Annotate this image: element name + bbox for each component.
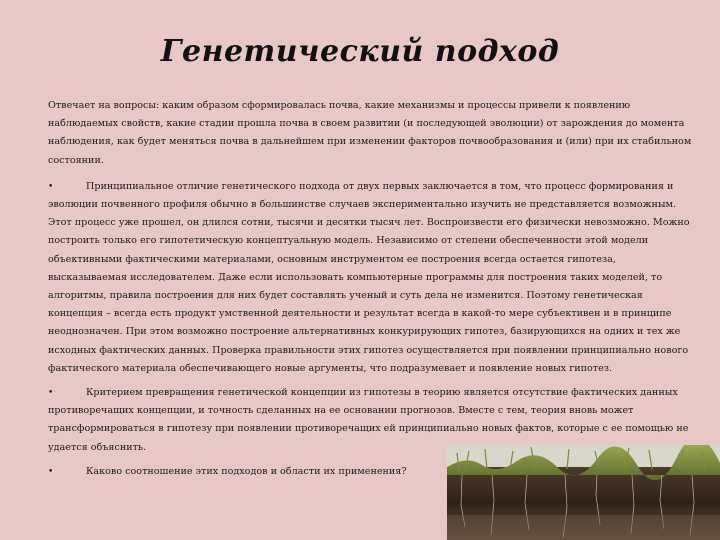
bullet-marker: • (48, 181, 54, 192)
bullet-text-2: Критерием превращения генетической концепции из гипотезы в теорию является отсутствие фактических данных противоречащих концепции, и точность сделанных на ее основании прогнозов. Вместе с тем, теория вновь может трансформироваться в гипотезу при появлении противоречащих ей принципиально новых фактов, которые с ее помощью не удается объяснить. (48, 387, 689, 453)
bullet-marker: • (48, 388, 54, 399)
bullet-marker: • (48, 466, 54, 477)
bullet-text-3: Каково соотношение этих подходов и области их применения? (86, 465, 407, 477)
soil-profile-photo (447, 445, 720, 540)
bullet-text-1: Принципиальное отличие генетического подхода от двух первых заключается в том, что процесс формирования и эволюции почвенного профиля обычно в большинстве случаев экспериментально изучить не представляется возможным. Этот процесс уже прошел, он длился сотни, тысячи и десятки тысяч лет. Воспроизвести его физически невозможно. Можно построить только его гипотетическую концептуальную модель. Независимо от степени обеспеченности этой модели объективными фактическими материалами, основным инструментом ее построения всегда остается гипотеза, высказываемая исследователем. Даже если использовать компьютерные программы для построения таких моделей, то алгоритмы, правила построения для них будет составлять ученый и суть дела не изменится. Поэтому генетическая концепция – всегда есть продукт умственной деятельности и результат всегда в какой-то мере субъективен и в принципе неоднозначен. При этом возможно построение альтернативных конкурирующих гипотез, базирующихся на одних и тех же исходных фактических данных. Проверка правильности этих гипотез осуществляется при появлении принципиально нового фактического материала обеспечивающего новые аргументы, что подразумевает и появление новых гипотез. (48, 180, 690, 374)
page-title: Генетический подход (160, 34, 560, 69)
soil-photo-icon (447, 445, 720, 540)
bullet-paragraph-1 (48, 178, 693, 378)
slide-body (48, 97, 693, 481)
intro-paragraph: Отвечает на вопросы: каким образом сформировалась почва, какие механизмы и процессы привели к появлению наблюдаемых свойств, какие стадии прошла почва в своем развитии (и последующей эволюции) от зарождения до момента наблюдения, как будет меняться почва в дальнейшем при изменении факторов почвообразования и (или) при их стабильном состоянии. (48, 100, 692, 166)
